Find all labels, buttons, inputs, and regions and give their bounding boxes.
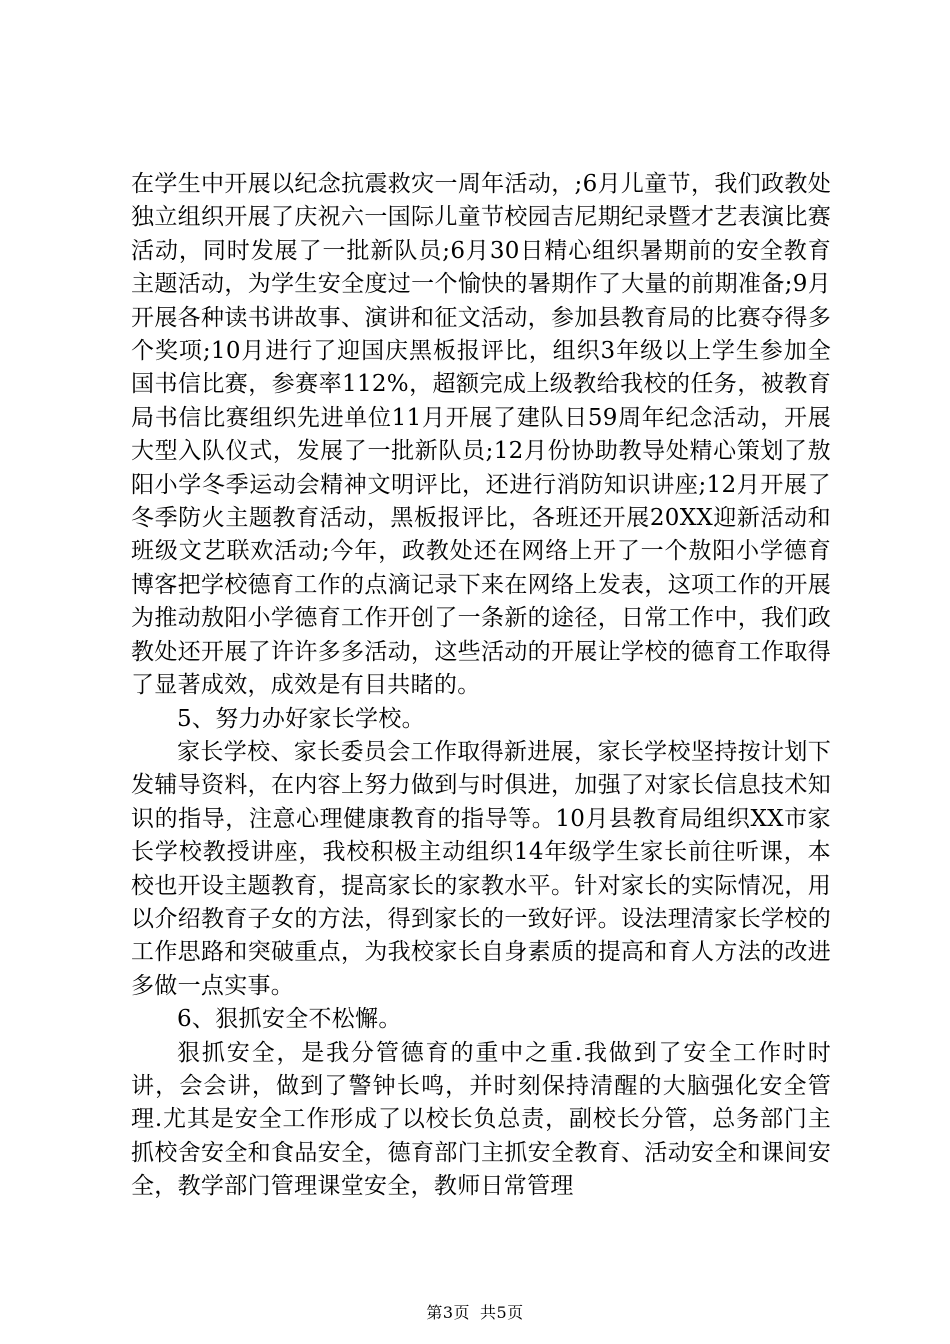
section-heading-safety: 6、狠抓安全不松懈。 (177, 1006, 402, 1033)
paragraph-parent-school: 家长学校、家长委员会工作取得新进展，家长学校坚持按计划下发辅导资料，在内容上努力做到与时俱进，加强了对家长信息技术知识的指导，注意心理健康教育的指导等。10月县教育局组织XX市家长学校教授讲座，我校积极主动组织14年级学生家长前往听课，本校也开设主题教育，提高家长的家教水平。针对家长的实际情况，用以介绍教育子女的方法，得到家长的一致好评。设法理清家长学校的工作思路和突破重点，为我校家长自身素质的提高和育人方法的改进多做一点实事。 (131, 738, 831, 999)
paragraph-activities: 在学生中开展以纪念抗震救灾一周年活动，;6月儿童节，我们政教处独立组织开展了庆祝六一国际儿童节校园吉尼期纪录暨才艺表演比赛活动，同时发展了一批新队员;6月30日精心组织暑期前的安全教育主题活动，为学生安全度过一个愉快的暑期作了大量的前期准备;9月开展各种读书讲故事、演讲和征文活动，参加县教育局的比赛夺得多个奖项;10月进行了迎国庆黑板报评比，组织3年级以上学生参加全国书信比赛，参赛率112%，超额完成上级教给我校的任务，被教育局书信比赛组织先进单位11月开展了建队日59周年纪念活动，开展大型入队仪式，发展了一批新队员;12月份协助教导处精心策划了敖阳小学冬季运动会精神文明评比，还进行消防知识讲座;12月开展了冬季防火主题教育活动，黑板报评比，各班还开展20XX迎新活动和班级文艺联欢活动;今年，政教处还在网络上开了一个敖阳小学德育博客把学校德育工作的点滴记录下来在网络上发表，这项工作的开展为推动敖阳小学德育工作开创了一条新的途径，日常工作中，我们政教处还开展了许许多多活动，这些活动的开展让学校的德育工作取得了显著成效，成效是有目共睹的。 (131, 171, 831, 699)
page-footer (0, 1303, 950, 1323)
document-body (131, 168, 831, 1204)
section-heading-parent-school: 5、努力办好家长学校。 (177, 705, 425, 732)
paragraph-safety: 狠抓安全，是我分管德育的重中之重.我做到了安全工作时时讲，会会讲，做到了警钟长鸣，并时刻保持清醒的大脑强化安全管理.尤其是安全工作形成了以校长负总责，副校长分管，总务部门主抓校舍安全和食品安全，德育部门主抓安全教育、活动安全和课间安全，教学部门管理课堂安全，教师日常管理 (131, 1039, 831, 1200)
page-number-total: 共5页 (480, 1303, 524, 1322)
page-number-current: 第3页 (426, 1303, 470, 1322)
